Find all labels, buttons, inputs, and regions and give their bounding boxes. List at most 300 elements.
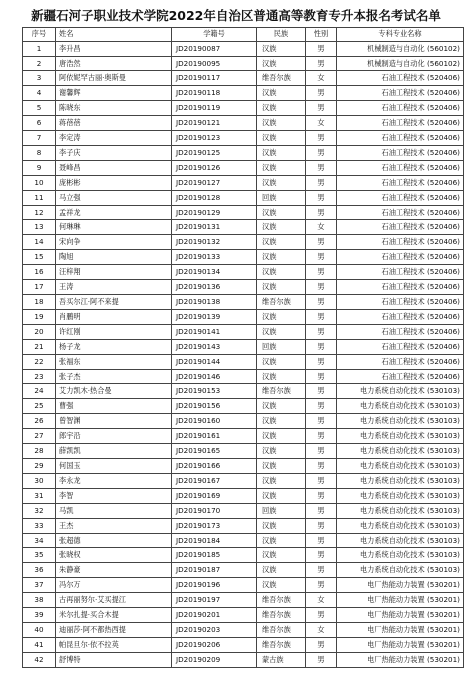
cell-gender: 男 [306, 533, 337, 548]
table-row [23, 309, 464, 324]
table-row [23, 503, 464, 518]
cell-major: 石油工程技术 (520406) [337, 369, 464, 384]
table-row [23, 295, 464, 310]
cell-major: 电力系统自动化技术 (530103) [337, 488, 464, 503]
cell-ethnicity: 维吾尔族 [257, 71, 306, 86]
cell-number: 16 [23, 265, 56, 280]
cell-name: 朱静豪 [56, 563, 172, 578]
cell-name: 古再丽努尔·艾买提江 [56, 593, 172, 608]
cell-student-id: JD20190146 [172, 369, 257, 384]
column-header-ethnicity: 民族 [257, 28, 306, 42]
cell-number: 34 [23, 533, 56, 548]
cell-major: 电力系统自动化技术 (530103) [337, 429, 464, 444]
cell-ethnicity: 汉族 [257, 86, 306, 101]
cell-number: 15 [23, 250, 56, 265]
cell-student-id: JD20190117 [172, 71, 257, 86]
cell-major: 石油工程技术 (520406) [337, 190, 464, 205]
table-row [23, 41, 464, 56]
cell-ethnicity: 汉族 [257, 205, 306, 220]
cell-gender: 男 [306, 458, 337, 473]
cell-major: 石油工程技术 (520406) [337, 220, 464, 235]
cell-major: 电力系统自动化技术 (530103) [337, 384, 464, 399]
table-row [23, 250, 464, 265]
table-row [23, 473, 464, 488]
cell-name: 张晓权 [56, 548, 172, 563]
cell-gender: 男 [306, 488, 337, 503]
column-header-name: 姓名 [56, 28, 172, 42]
cell-major: 电力系统自动化技术 (530103) [337, 473, 464, 488]
cell-number: 30 [23, 473, 56, 488]
table-row [23, 145, 464, 160]
cell-number: 27 [23, 429, 56, 444]
table-row [23, 71, 464, 86]
cell-student-id: JD20190136 [172, 280, 257, 295]
cell-name: 陈晓东 [56, 101, 172, 116]
cell-number: 12 [23, 205, 56, 220]
cell-major: 电力系统自动化技术 (530103) [337, 414, 464, 429]
page-title: 新疆石河子职业技术学院2022年自治区普通高等教育专升本报名考试名单 [31, 8, 441, 23]
cell-number: 20 [23, 324, 56, 339]
table-row [23, 429, 464, 444]
cell-gender: 男 [306, 295, 337, 310]
cell-number: 9 [23, 160, 56, 175]
cell-ethnicity: 汉族 [257, 101, 306, 116]
cell-ethnicity: 汉族 [257, 414, 306, 429]
cell-student-id: JD20190129 [172, 205, 257, 220]
cell-name: 聂峰昌 [56, 160, 172, 175]
table-row [23, 578, 464, 593]
roster-table [22, 27, 464, 668]
cell-number: 6 [23, 116, 56, 131]
cell-ethnicity: 汉族 [257, 399, 306, 414]
cell-ethnicity: 汉族 [257, 235, 306, 250]
cell-gender: 男 [306, 429, 337, 444]
cell-name: 吾买尔江·阿不来提 [56, 295, 172, 310]
table-row [23, 280, 464, 295]
cell-major: 电厂热能动力装置 (530201) [337, 637, 464, 652]
cell-student-id: JD20190138 [172, 295, 257, 310]
cell-gender: 男 [306, 145, 337, 160]
cell-name: 马凯 [56, 503, 172, 518]
cell-student-id: JD20190132 [172, 235, 257, 250]
table-row [23, 563, 464, 578]
cell-name: 张福东 [56, 354, 172, 369]
table-row [23, 518, 464, 533]
cell-ethnicity: 汉族 [257, 116, 306, 131]
cell-gender: 男 [306, 309, 337, 324]
cell-gender: 男 [306, 101, 337, 116]
cell-major: 石油工程技术 (520406) [337, 101, 464, 116]
cell-number: 19 [23, 309, 56, 324]
cell-gender: 男 [306, 250, 337, 265]
column-header-major: 专科专业名称 [337, 28, 464, 42]
cell-number: 13 [23, 220, 56, 235]
table-row [23, 205, 464, 220]
cell-student-id: JD20190141 [172, 324, 257, 339]
cell-name: 王杰 [56, 518, 172, 533]
cell-number: 4 [23, 86, 56, 101]
cell-ethnicity: 汉族 [257, 145, 306, 160]
cell-name: 李智 [56, 488, 172, 503]
cell-student-id: JD20190119 [172, 101, 257, 116]
cell-major: 石油工程技术 (520406) [337, 145, 464, 160]
cell-ethnicity: 汉族 [257, 444, 306, 459]
cell-student-id: JD20190173 [172, 518, 257, 533]
cell-name: 马立强 [56, 190, 172, 205]
cell-gender: 男 [306, 399, 337, 414]
cell-student-id: JD20190167 [172, 473, 257, 488]
cell-student-id: JD20190128 [172, 190, 257, 205]
table-row [23, 175, 464, 190]
cell-gender: 男 [306, 652, 337, 667]
cell-number: 10 [23, 175, 56, 190]
cell-student-id: JD20190118 [172, 86, 257, 101]
cell-student-id: JD20190203 [172, 622, 257, 637]
cell-name: 阿依妮罕古丽·奥斯曼 [56, 71, 172, 86]
cell-gender: 男 [306, 369, 337, 384]
cell-gender: 男 [306, 175, 337, 190]
table-row [23, 160, 464, 175]
cell-major: 石油工程技术 (520406) [337, 116, 464, 131]
cell-number: 1 [23, 41, 56, 56]
cell-ethnicity: 维吾尔族 [257, 384, 306, 399]
cell-name: 何国玉 [56, 458, 172, 473]
cell-ethnicity: 汉族 [257, 354, 306, 369]
cell-gender: 女 [306, 71, 337, 86]
cell-name: 薛凯凯 [56, 444, 172, 459]
table-row [23, 116, 464, 131]
cell-ethnicity: 维吾尔族 [257, 637, 306, 652]
cell-major: 电厂热能动力装置 (530201) [337, 578, 464, 593]
cell-number: 17 [23, 280, 56, 295]
cell-name: 汪梓翔 [56, 265, 172, 280]
cell-gender: 女 [306, 593, 337, 608]
cell-student-id: JD20190201 [172, 608, 257, 623]
cell-gender: 男 [306, 160, 337, 175]
cell-ethnicity: 汉族 [257, 518, 306, 533]
cell-gender: 女 [306, 622, 337, 637]
cell-major: 石油工程技术 (520406) [337, 235, 464, 250]
cell-number: 7 [23, 131, 56, 146]
table-row [23, 86, 464, 101]
cell-name: 艾力凯木·热合曼 [56, 384, 172, 399]
cell-gender: 男 [306, 414, 337, 429]
cell-major: 电厂热能动力装置 (530201) [337, 593, 464, 608]
cell-gender: 男 [306, 56, 337, 71]
cell-number: 41 [23, 637, 56, 652]
cell-major: 机械制造与自动化 (560102) [337, 56, 464, 71]
cell-student-id: JD20190166 [172, 458, 257, 473]
cell-student-id: JD20190169 [172, 488, 257, 503]
cell-ethnicity: 回族 [257, 339, 306, 354]
cell-student-id: JD20190197 [172, 593, 257, 608]
cell-student-id: JD20190187 [172, 563, 257, 578]
cell-gender: 男 [306, 637, 337, 652]
cell-ethnicity: 汉族 [257, 324, 306, 339]
cell-gender: 男 [306, 280, 337, 295]
cell-name: 曹强 [56, 399, 172, 414]
cell-student-id: JD20190165 [172, 444, 257, 459]
table-row [23, 488, 464, 503]
cell-major: 石油工程技术 (520406) [337, 309, 464, 324]
cell-number: 21 [23, 339, 56, 354]
table-row [23, 608, 464, 623]
cell-ethnicity: 汉族 [257, 548, 306, 563]
cell-student-id: JD20190185 [172, 548, 257, 563]
cell-ethnicity: 汉族 [257, 578, 306, 593]
cell-number: 5 [23, 101, 56, 116]
cell-name: 陶旭 [56, 250, 172, 265]
cell-name: 肖鹏明 [56, 309, 172, 324]
cell-major: 石油工程技术 (520406) [337, 354, 464, 369]
cell-major: 电力系统自动化技术 (530103) [337, 518, 464, 533]
cell-number: 40 [23, 622, 56, 637]
table-row [23, 414, 464, 429]
cell-student-id: JD20190144 [172, 354, 257, 369]
table-row [23, 265, 464, 280]
cell-name: 张子杰 [56, 369, 172, 384]
cell-number: 11 [23, 190, 56, 205]
cell-student-id: JD20190156 [172, 399, 257, 414]
cell-gender: 男 [306, 444, 337, 459]
cell-ethnicity: 汉族 [257, 265, 306, 280]
cell-name: 帕昆旦尔·依不拉英 [56, 637, 172, 652]
table-row [23, 622, 464, 637]
cell-number: 28 [23, 444, 56, 459]
table-row [23, 354, 464, 369]
cell-ethnicity: 维吾尔族 [257, 622, 306, 637]
cell-student-id: JD20190127 [172, 175, 257, 190]
table-row [23, 458, 464, 473]
cell-number: 29 [23, 458, 56, 473]
cell-major: 石油工程技术 (520406) [337, 265, 464, 280]
cell-number: 37 [23, 578, 56, 593]
cell-name: 张超德 [56, 533, 172, 548]
cell-number: 42 [23, 652, 56, 667]
cell-name: 庞彬彬 [56, 175, 172, 190]
cell-student-id: JD20190184 [172, 533, 257, 548]
cell-number: 24 [23, 384, 56, 399]
cell-student-id: JD20190123 [172, 131, 257, 146]
table-row [23, 593, 464, 608]
cell-ethnicity: 维吾尔族 [257, 608, 306, 623]
cell-gender: 男 [306, 563, 337, 578]
table-row [23, 444, 464, 459]
cell-gender: 男 [306, 131, 337, 146]
cell-student-id: JD20190121 [172, 116, 257, 131]
cell-major: 石油工程技术 (520406) [337, 160, 464, 175]
cell-gender: 男 [306, 473, 337, 488]
cell-name: 蒋蓓蓓 [56, 116, 172, 131]
cell-number: 39 [23, 608, 56, 623]
column-header-student-id: 学籍号 [172, 28, 257, 42]
cell-name: 何琳琳 [56, 220, 172, 235]
cell-major: 石油工程技术 (520406) [337, 205, 464, 220]
cell-major: 电力系统自动化技术 (530103) [337, 548, 464, 563]
table-row [23, 235, 464, 250]
cell-ethnicity: 汉族 [257, 563, 306, 578]
cell-name: 米尔扎提·买合木提 [56, 608, 172, 623]
cell-name: 李子庆 [56, 145, 172, 160]
cell-major: 电厂热能动力装置 (530201) [337, 622, 464, 637]
cell-number: 32 [23, 503, 56, 518]
cell-gender: 男 [306, 205, 337, 220]
cell-name: 郎宇沿 [56, 429, 172, 444]
cell-major: 石油工程技术 (520406) [337, 131, 464, 146]
cell-ethnicity: 汉族 [257, 429, 306, 444]
cell-ethnicity: 汉族 [257, 41, 306, 56]
cell-name: 孟祥龙 [56, 205, 172, 220]
table-row [23, 384, 464, 399]
cell-number: 14 [23, 235, 56, 250]
cell-major: 石油工程技术 (520406) [337, 71, 464, 86]
cell-number: 2 [23, 56, 56, 71]
cell-gender: 男 [306, 384, 337, 399]
cell-ethnicity: 汉族 [257, 458, 306, 473]
cell-student-id: JD20190153 [172, 384, 257, 399]
cell-gender: 男 [306, 265, 337, 280]
cell-ethnicity: 汉族 [257, 280, 306, 295]
cell-gender: 男 [306, 608, 337, 623]
cell-name: 谢馨辉 [56, 86, 172, 101]
cell-gender: 男 [306, 41, 337, 56]
cell-ethnicity: 维吾尔族 [257, 593, 306, 608]
cell-major: 石油工程技术 (520406) [337, 280, 464, 295]
table-row [23, 101, 464, 116]
cell-student-id: JD20190125 [172, 145, 257, 160]
cell-name: 许红刚 [56, 324, 172, 339]
cell-major: 石油工程技术 (520406) [337, 339, 464, 354]
cell-number: 38 [23, 593, 56, 608]
table-row [23, 548, 464, 563]
table-row [23, 369, 464, 384]
cell-gender: 女 [306, 220, 337, 235]
cell-student-id: JD20190170 [172, 503, 257, 518]
cell-gender: 男 [306, 324, 337, 339]
cell-student-id: JD20190134 [172, 265, 257, 280]
cell-student-id: JD20190160 [172, 414, 257, 429]
cell-major: 石油工程技术 (520406) [337, 324, 464, 339]
table-row [23, 56, 464, 71]
cell-major: 石油工程技术 (520406) [337, 295, 464, 310]
cell-name: 宋向争 [56, 235, 172, 250]
cell-number: 23 [23, 369, 56, 384]
table-row [23, 190, 464, 205]
cell-ethnicity: 汉族 [257, 250, 306, 265]
cell-student-id: JD20190206 [172, 637, 257, 652]
cell-ethnicity: 汉族 [257, 369, 306, 384]
table-row [23, 533, 464, 548]
cell-number: 25 [23, 399, 56, 414]
table-row [23, 399, 464, 414]
table-row [23, 220, 464, 235]
column-header-gender: 性别 [306, 28, 337, 42]
header-row [23, 28, 464, 42]
cell-major: 电力系统自动化技术 (530103) [337, 503, 464, 518]
cell-student-id: JD20190161 [172, 429, 257, 444]
cell-number: 18 [23, 295, 56, 310]
cell-ethnicity: 汉族 [257, 56, 306, 71]
cell-ethnicity: 汉族 [257, 220, 306, 235]
cell-major: 石油工程技术 (520406) [337, 175, 464, 190]
cell-name: 迪丽莎·阿不都热西提 [56, 622, 172, 637]
cell-student-id: JD20190139 [172, 309, 257, 324]
cell-name: 李定涛 [56, 131, 172, 146]
cell-ethnicity: 蒙古族 [257, 652, 306, 667]
cell-ethnicity: 汉族 [257, 533, 306, 548]
cell-major: 电厂热能动力装置 (530201) [337, 608, 464, 623]
cell-ethnicity: 汉族 [257, 488, 306, 503]
cell-gender: 男 [306, 578, 337, 593]
cell-number: 35 [23, 548, 56, 563]
cell-ethnicity: 维吾尔族 [257, 295, 306, 310]
cell-major: 电厂热能动力装置 (530201) [337, 652, 464, 667]
cell-number: 33 [23, 518, 56, 533]
cell-student-id: JD20190133 [172, 250, 257, 265]
table-row [23, 324, 464, 339]
cell-number: 22 [23, 354, 56, 369]
cell-name: 冯尔万 [56, 578, 172, 593]
cell-student-id: JD20190095 [172, 56, 257, 71]
cell-gender: 男 [306, 235, 337, 250]
column-header-number: 序号 [23, 28, 56, 42]
cell-gender: 男 [306, 354, 337, 369]
cell-gender: 男 [306, 518, 337, 533]
table-body [23, 41, 464, 667]
cell-gender: 男 [306, 548, 337, 563]
cell-student-id: JD20190143 [172, 339, 257, 354]
cell-gender: 男 [306, 339, 337, 354]
cell-student-id: JD20190126 [172, 160, 257, 175]
cell-major: 机械制造与自动化 (560102) [337, 41, 464, 56]
cell-number: 26 [23, 414, 56, 429]
table-header [23, 28, 464, 42]
cell-ethnicity: 汉族 [257, 175, 306, 190]
cell-major: 石油工程技术 (520406) [337, 250, 464, 265]
cell-name: 李永龙 [56, 473, 172, 488]
cell-gender: 男 [306, 503, 337, 518]
cell-gender: 男 [306, 86, 337, 101]
cell-student-id: JD20190087 [172, 41, 257, 56]
table-row [23, 339, 464, 354]
table-row [23, 637, 464, 652]
cell-name: 舒博特 [56, 652, 172, 667]
cell-ethnicity: 汉族 [257, 309, 306, 324]
cell-gender: 男 [306, 190, 337, 205]
cell-major: 电力系统自动化技术 (530103) [337, 399, 464, 414]
cell-ethnicity: 汉族 [257, 131, 306, 146]
cell-number: 3 [23, 71, 56, 86]
cell-number: 8 [23, 145, 56, 160]
cell-student-id: JD20190209 [172, 652, 257, 667]
cell-name: 杨子龙 [56, 339, 172, 354]
table-row [23, 131, 464, 146]
cell-name: 王涛 [56, 280, 172, 295]
cell-number: 31 [23, 488, 56, 503]
cell-ethnicity: 汉族 [257, 160, 306, 175]
cell-name: 唐浩然 [56, 56, 172, 71]
cell-major: 电力系统自动化技术 (530103) [337, 563, 464, 578]
cell-gender: 女 [306, 116, 337, 131]
cell-ethnicity: 汉族 [257, 473, 306, 488]
cell-ethnicity: 回族 [257, 503, 306, 518]
cell-student-id: JD20190196 [172, 578, 257, 593]
cell-major: 电力系统自动化技术 (530103) [337, 533, 464, 548]
table-row [23, 652, 464, 667]
cell-student-id: JD20190131 [172, 220, 257, 235]
cell-major: 电力系统自动化技术 (530103) [337, 444, 464, 459]
cell-name: 曾智渊 [56, 414, 172, 429]
